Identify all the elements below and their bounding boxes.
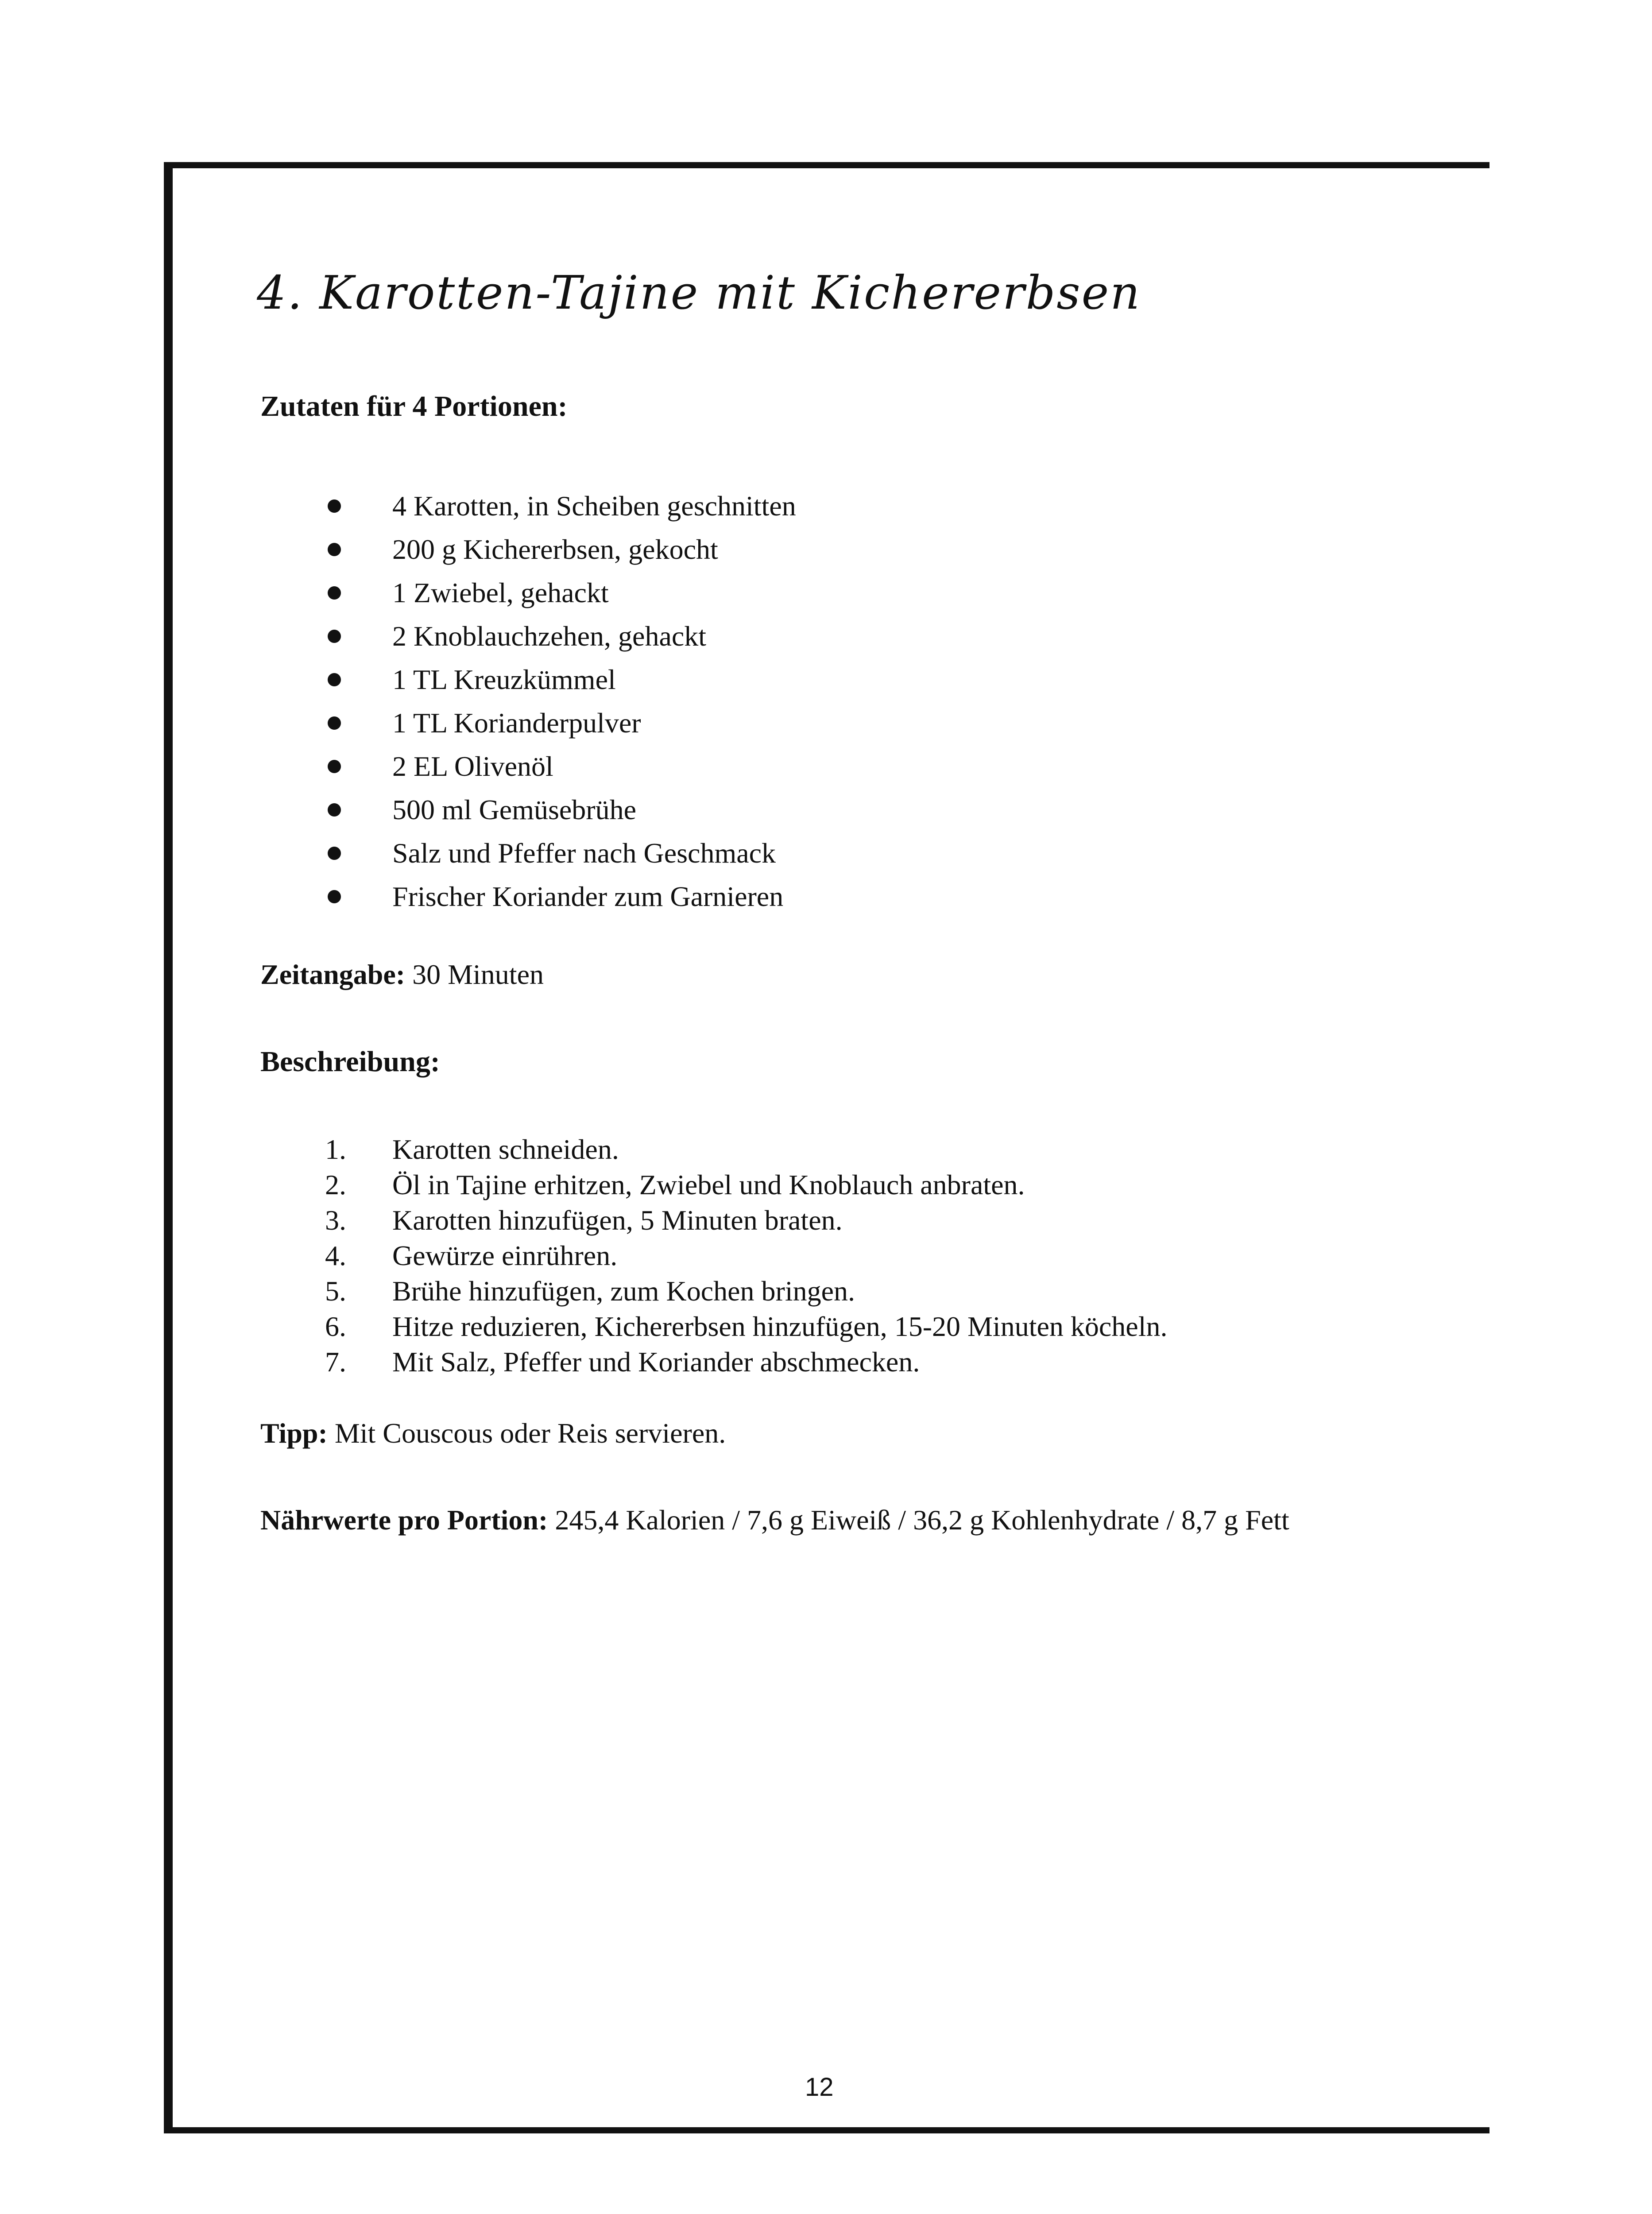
ingredient-text: 2 EL Olivenöl <box>392 751 553 782</box>
step-text: Mit Salz, Pfeffer und Koriander abschmecken. <box>392 1346 920 1378</box>
ingredient-text: Salz und Pfeffer nach Geschmack <box>392 837 776 869</box>
description-heading: Beschreibung: <box>260 1045 440 1078</box>
step-number: 6. <box>325 1311 346 1342</box>
ingredient-text: 2 Knoblauchzehen, gehackt <box>392 620 707 652</box>
step-number: 4. <box>325 1240 346 1271</box>
ingredient-item <box>328 484 796 528</box>
step-number: 1. <box>325 1134 346 1165</box>
ingredient-text: 500 ml Gemüsebrühe <box>392 794 636 825</box>
bullet-icon <box>328 760 341 773</box>
ingredient-item <box>328 701 796 745</box>
bullet-icon <box>328 890 341 903</box>
page-number: 12 <box>805 2073 834 2102</box>
step-number: 2. <box>325 1169 346 1200</box>
bullet-icon <box>328 499 341 513</box>
step-item <box>310 1344 1167 1380</box>
bullet-icon <box>328 847 341 860</box>
bullet-icon <box>328 630 341 643</box>
bullet-icon <box>328 673 341 686</box>
ingredient-item <box>328 832 796 875</box>
ingredient-item <box>328 745 796 788</box>
step-item <box>310 1203 1167 1238</box>
recipe-title: 4. Karotten-Tajine mit Kichererbsen <box>257 266 1141 320</box>
time-label: Zeitangabe: <box>260 959 406 990</box>
page-frame-top-border <box>164 162 1490 168</box>
ingredients-heading: Zutaten für 4 Portionen: <box>260 390 568 422</box>
step-item <box>310 1238 1167 1273</box>
nutrition-line <box>260 1504 1289 1537</box>
nutrition-value: 245,4 Kalorien / 7,6 g Eiweiß / 36,2 g Kohlenhydrate / 8,7 g Fett <box>555 1504 1289 1536</box>
ingredient-text: Frischer Koriander zum Garnieren <box>392 881 784 912</box>
ingredient-text: 1 TL Korianderpulver <box>392 707 641 739</box>
ingredient-text: 200 g Kichererbsen, gekocht <box>392 534 718 565</box>
tip-label: Tipp: <box>260 1417 328 1449</box>
ingredient-item <box>328 615 796 658</box>
step-text: Karotten hinzufügen, 5 Minuten braten. <box>392 1204 843 1236</box>
bullet-icon <box>328 716 341 730</box>
step-number: 3. <box>325 1204 346 1236</box>
ingredient-item <box>328 528 796 571</box>
step-text: Hitze reduzieren, Kichererbsen hinzufügen, 15-20 Minuten köcheln. <box>392 1311 1168 1342</box>
ingredient-item <box>328 571 796 615</box>
page-frame-bottom-border <box>164 2127 1490 2133</box>
tip-line <box>260 1417 726 1450</box>
tip-value: Mit Couscous oder Reis servieren. <box>334 1417 726 1449</box>
step-item <box>310 1167 1167 1203</box>
step-text: Gewürze einrühren. <box>392 1240 618 1271</box>
step-item <box>310 1273 1167 1309</box>
bullet-icon <box>328 586 341 600</box>
ingredient-text: 1 TL Kreuzkümmel <box>392 664 616 695</box>
step-number: 7. <box>325 1346 346 1378</box>
ingredient-item <box>328 875 796 918</box>
step-text: Karotten schneiden. <box>392 1134 619 1165</box>
step-number: 5. <box>325 1275 346 1307</box>
page-frame-left-border <box>164 162 173 2133</box>
step-text: Brühe hinzufügen, zum Kochen bringen. <box>392 1275 855 1307</box>
ingredients-list <box>328 484 796 918</box>
bullet-icon <box>328 803 341 817</box>
nutrition-label: Nährwerte pro Portion: <box>260 1504 548 1536</box>
ingredient-item <box>328 658 796 701</box>
step-item <box>310 1132 1167 1167</box>
time-value: 30 Minuten <box>412 959 544 990</box>
ingredient-item <box>328 788 796 832</box>
ingredient-text: 1 Zwiebel, gehackt <box>392 577 609 608</box>
bullet-icon <box>328 543 341 556</box>
step-text: Öl in Tajine erhitzen, Zwiebel und Knoblauch anbraten. <box>392 1169 1025 1200</box>
time-line <box>260 958 544 991</box>
ingredient-text: 4 Karotten, in Scheiben geschnitten <box>392 490 796 522</box>
steps-list <box>310 1132 1167 1380</box>
step-item <box>310 1309 1167 1344</box>
